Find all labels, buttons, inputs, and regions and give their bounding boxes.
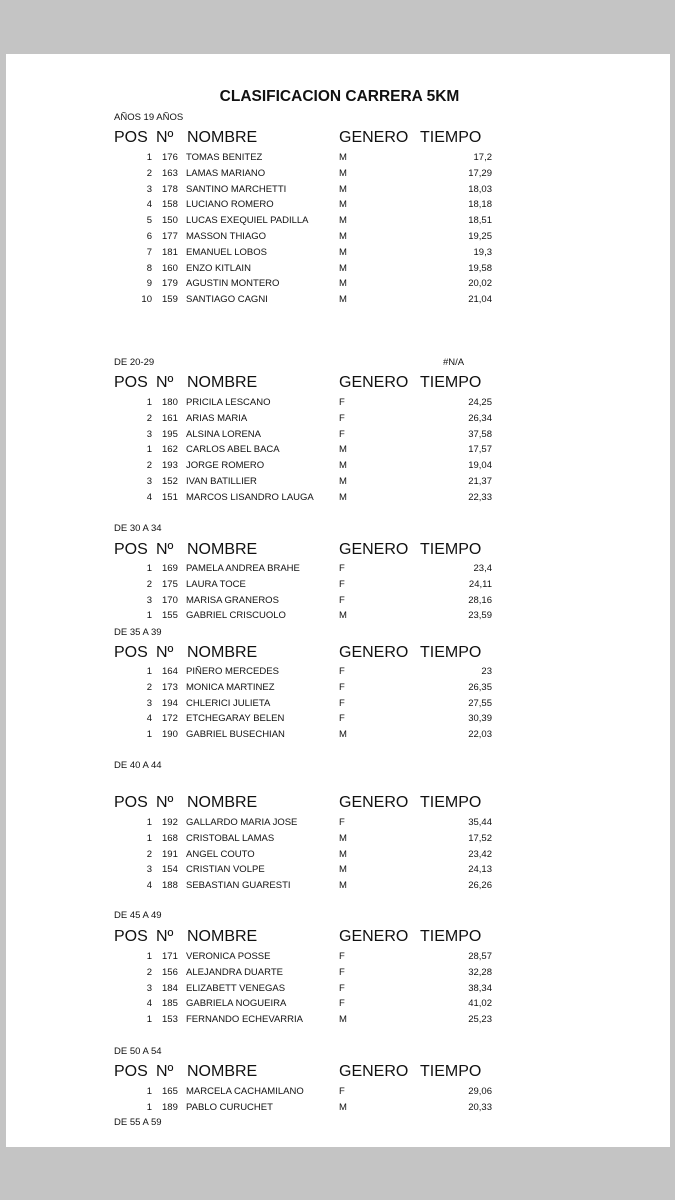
cell-name: CRISTOBAL LAMAS (186, 832, 275, 844)
cell-number: 184 (162, 982, 178, 994)
cell-name: LAMAS MARIANO (186, 167, 266, 179)
cell-number: 156 (162, 966, 178, 978)
cell-name: FERNANDO ECHEVARRIA (186, 1014, 304, 1026)
cell-name: CARLOS ABEL BACA (186, 444, 280, 456)
cell-name: ARIAS MARIA (186, 412, 248, 424)
cell-name: PIÑERO MERCEDES (186, 666, 279, 677)
cell-gender: M (339, 880, 347, 892)
cell-time: 24,11 (468, 578, 492, 590)
cell-time: 32,28 (468, 966, 492, 978)
table-row (0, 998, 675, 1014)
header-number: Nº (156, 928, 174, 945)
table-row (0, 278, 675, 294)
cell-gender: M (339, 1014, 347, 1026)
cell-number: 154 (162, 864, 178, 876)
cell-number: 178 (162, 183, 178, 195)
cell-name: SEBASTIAN GUARESTI (186, 880, 291, 892)
cell-pos: 3 (146, 697, 152, 709)
cell-pos: 7 (146, 246, 152, 258)
cell-number: 168 (162, 832, 178, 844)
cell-pos: 2 (146, 167, 152, 179)
cell-number: 177 (162, 231, 178, 242)
cell-number: 195 (162, 428, 178, 440)
cell-gender: M (339, 167, 347, 179)
cell-number: 153 (162, 1014, 178, 1026)
cell-name: MASSON THIAGO (186, 231, 267, 242)
cell-gender: M (339, 491, 347, 503)
cell-gender: M (339, 729, 347, 741)
cell-pos: 3 (146, 183, 152, 195)
cell-gender: F (339, 713, 345, 725)
cell-time: 38,34 (468, 982, 492, 994)
cell-time: 27,55 (468, 697, 492, 709)
header-number: Nº (156, 1063, 174, 1080)
cell-gender: F (339, 397, 345, 408)
header-tiempo: TIEMPO (420, 794, 482, 811)
cell-gender: F (339, 951, 345, 962)
cell-time: 19,3 (473, 246, 492, 258)
cell-name: JORGE ROMERO (186, 460, 265, 472)
cell-number: 172 (162, 713, 178, 725)
table-row (0, 563, 675, 579)
cell-name: ALSINA LORENA (186, 428, 261, 440)
cell-number: 188 (162, 880, 178, 892)
cell-name: ALEJANDRA DUARTE (186, 966, 283, 978)
cell-number: 190 (162, 729, 178, 741)
cell-pos: 4 (146, 880, 152, 892)
table-row (0, 713, 675, 729)
header-genero: GENERO (339, 928, 409, 945)
cell-pos: 2 (146, 460, 152, 472)
table-row (0, 294, 675, 310)
cell-number: 164 (162, 666, 178, 677)
cell-gender: F (339, 982, 345, 994)
cell-name: MONICA MARTINEZ (186, 681, 275, 693)
cell-time: 19,25 (468, 231, 492, 242)
cell-pos: 9 (146, 278, 152, 290)
section-label: DE 35 A 39 (114, 627, 162, 638)
table-row (0, 849, 675, 865)
header-tiempo: TIEMPO (420, 541, 482, 558)
header-tiempo: TIEMPO (420, 129, 482, 146)
cell-number: 175 (162, 578, 178, 590)
section-note: #N/A (443, 357, 465, 368)
cell-time: 22,33 (468, 491, 492, 503)
cell-time: 28,16 (468, 594, 492, 606)
table-row (0, 397, 675, 413)
header-pos: POS (114, 541, 148, 558)
header-genero: GENERO (339, 129, 409, 146)
cell-name: SANTIAGO CAGNI (186, 294, 268, 306)
cell-pos: 3 (146, 982, 152, 994)
cell-name: GABRIELA NOGUEIRA (186, 998, 287, 1010)
cell-pos: 1 (146, 610, 152, 622)
cell-gender: M (339, 262, 347, 274)
header-genero: GENERO (339, 374, 409, 391)
cell-name: ANGEL COUTO (186, 848, 255, 860)
cell-pos: 2 (146, 848, 152, 860)
table-row (0, 215, 675, 231)
cell-time: 17,57 (468, 444, 492, 456)
cell-time: 30,39 (468, 713, 492, 725)
cell-name: CHLERICI JULIETA (186, 697, 271, 709)
cell-number: 161 (162, 412, 178, 424)
cell-gender: M (339, 231, 347, 242)
table-row (0, 682, 675, 698)
table-row (0, 698, 675, 714)
cell-number: 176 (162, 152, 178, 163)
cell-time: 23,4 (473, 563, 492, 574)
table-row (0, 413, 675, 429)
cell-gender: F (339, 578, 345, 590)
cell-pos: 5 (146, 215, 152, 227)
cell-time: 35,44 (468, 817, 492, 828)
header-nombre: NOMBRE (187, 794, 258, 811)
cell-number: 155 (162, 610, 178, 622)
cell-gender: F (339, 817, 345, 828)
cell-pos: 2 (146, 681, 152, 693)
header-nombre: NOMBRE (187, 1063, 258, 1080)
cell-gender: F (339, 563, 345, 574)
section-label: AÑOS 19 AÑOS (114, 112, 184, 123)
cell-number: 159 (162, 294, 178, 306)
cell-name: GABRIEL CRISCUOLO (186, 610, 286, 622)
cell-gender: F (339, 681, 345, 693)
table-row (0, 1086, 675, 1102)
cell-gender: M (339, 278, 347, 290)
cell-gender: M (339, 152, 347, 163)
cell-number: 193 (162, 460, 178, 472)
cell-pos: 1 (146, 817, 152, 828)
cell-name: LUCIANO ROMERO (186, 199, 274, 211)
cell-name: CRISTIAN VOLPE (186, 864, 265, 876)
cell-gender: M (339, 294, 347, 306)
cell-number: 165 (162, 1086, 178, 1097)
cell-time: 28,57 (468, 951, 492, 962)
cell-number: 194 (162, 697, 178, 709)
table-row (0, 263, 675, 279)
table-row (0, 152, 675, 168)
header-nombre: NOMBRE (187, 374, 258, 391)
cell-pos: 3 (146, 594, 152, 606)
table-row (0, 880, 675, 896)
cell-gender: F (339, 998, 345, 1010)
cell-number: 150 (162, 215, 178, 227)
cell-gender: F (339, 428, 345, 440)
header-number: Nº (156, 129, 174, 146)
cell-time: 23 (481, 666, 492, 677)
cell-name: SANTINO MARCHETTI (186, 183, 287, 195)
cell-number: 192 (162, 817, 178, 828)
cell-pos: 10 (141, 294, 152, 306)
cell-time: 21,04 (468, 294, 492, 306)
cell-gender: M (339, 183, 347, 195)
cell-time: 21,37 (468, 476, 492, 487)
cell-pos: 4 (146, 713, 152, 725)
cell-name: PAMELA ANDREA BRAHE (186, 563, 300, 574)
cell-gender: M (339, 199, 347, 211)
cell-pos: 3 (146, 428, 152, 440)
cell-gender: M (339, 832, 347, 844)
table-row (0, 168, 675, 184)
cell-number: 171 (162, 951, 178, 962)
cell-gender: F (339, 966, 345, 978)
cell-pos: 1 (146, 1086, 152, 1097)
cell-gender: M (339, 864, 347, 876)
cell-pos: 2 (146, 412, 152, 424)
table-row (0, 579, 675, 595)
table-row (0, 1102, 675, 1118)
header-pos: POS (114, 1063, 148, 1080)
cell-gender: F (339, 594, 345, 606)
cell-gender: M (339, 215, 347, 227)
cell-name: MARCOS LISANDRO LAUGA (186, 491, 314, 503)
cell-number: 180 (162, 397, 178, 408)
cell-pos: 1 (146, 563, 152, 574)
cell-time: 20,02 (468, 278, 492, 290)
cell-time: 26,26 (468, 880, 492, 892)
cell-pos: 4 (146, 491, 152, 503)
table-row (0, 199, 675, 215)
cell-pos: 2 (146, 578, 152, 590)
cell-pos: 1 (146, 1014, 152, 1026)
section-label: DE 50 A 54 (114, 1046, 162, 1057)
cell-number: 170 (162, 594, 178, 606)
header-genero: GENERO (339, 541, 409, 558)
cell-name: GABRIEL BUSECHIAN (186, 729, 285, 741)
header-nombre: NOMBRE (187, 928, 258, 945)
cell-name: PABLO CURUCHET (186, 1101, 273, 1113)
cell-time: 19,58 (468, 262, 492, 274)
header-pos: POS (114, 644, 148, 661)
header-pos: POS (114, 794, 148, 811)
cell-name: ENZO KITLAIN (186, 262, 251, 274)
cell-time: 24,25 (468, 397, 492, 408)
header-tiempo: TIEMPO (420, 644, 482, 661)
header-pos: POS (114, 928, 148, 945)
section-label: DE 40 A 44 (114, 760, 162, 771)
header-genero: GENERO (339, 794, 409, 811)
cell-time: 18,51 (468, 215, 492, 227)
cell-gender: M (339, 610, 347, 622)
table-row (0, 833, 675, 849)
cell-time: 23,42 (468, 848, 492, 860)
cell-time: 18,03 (468, 183, 492, 195)
cell-gender: F (339, 412, 345, 424)
table-row (0, 951, 675, 967)
cell-name: MARCELA CACHAMILANO (186, 1086, 304, 1097)
cell-gender: M (339, 460, 347, 472)
table-row (0, 429, 675, 445)
cell-pos: 1 (146, 951, 152, 962)
cell-number: 191 (162, 848, 178, 860)
header-number: Nº (156, 644, 174, 661)
table-row (0, 729, 675, 745)
section-label: DE 30 A 34 (114, 523, 162, 534)
header-nombre: NOMBRE (187, 129, 258, 146)
cell-number: 152 (162, 476, 178, 487)
cell-pos: 1 (146, 729, 152, 741)
cell-name: ETCHEGARAY BELEN (186, 713, 285, 725)
header-pos: POS (114, 129, 148, 146)
cell-pos: 1 (146, 832, 152, 844)
header-genero: GENERO (339, 1063, 409, 1080)
cell-pos: 3 (146, 864, 152, 876)
cell-number: 179 (162, 278, 178, 290)
cell-time: 17,52 (468, 832, 492, 844)
table-row (0, 460, 675, 476)
cell-gender: M (339, 1101, 347, 1113)
cell-number: 162 (162, 444, 178, 456)
table-row (0, 595, 675, 611)
cell-name: PRICILA LESCANO (186, 397, 271, 408)
cell-name: GALLARDO MARIA JOSE (186, 817, 298, 828)
section-label: DE 55 A 59 (114, 1117, 162, 1128)
cell-gender: F (339, 697, 345, 709)
cell-pos: 1 (146, 1101, 152, 1113)
cell-pos: 1 (146, 397, 152, 408)
table-row (0, 967, 675, 983)
cell-number: 173 (162, 681, 178, 693)
table-row (0, 610, 675, 626)
cell-number: 181 (162, 246, 178, 258)
cell-time: 18,18 (468, 199, 492, 211)
header-tiempo: TIEMPO (420, 928, 482, 945)
cell-time: 23,59 (468, 610, 492, 622)
section-label: DE 20-29 (114, 357, 155, 368)
cell-gender: M (339, 444, 347, 456)
cell-name: EMANUEL LOBOS (186, 246, 267, 258)
table-row (0, 666, 675, 682)
cell-gender: F (339, 1086, 345, 1097)
cell-name: ELIZABETT VENEGAS (186, 982, 286, 994)
cell-name: MARISA GRANEROS (186, 594, 279, 606)
table-row (0, 1014, 675, 1030)
cell-number: 160 (162, 262, 178, 274)
cell-name: IVAN BATILLIER (186, 476, 257, 487)
cell-time: 26,34 (468, 412, 492, 424)
cell-time: 17,2 (473, 152, 492, 163)
cell-pos: 4 (146, 199, 152, 211)
cell-name: LUCAS EXEQUIEL PADILLA (186, 215, 309, 227)
cell-name: LAURA TOCE (186, 578, 246, 590)
table-row (0, 444, 675, 460)
header-nombre: NOMBRE (187, 541, 258, 558)
cell-number: 189 (162, 1101, 178, 1113)
table-row (0, 476, 675, 492)
cell-pos: 2 (146, 966, 152, 978)
table-row (0, 492, 675, 508)
cell-pos: 8 (146, 262, 152, 274)
cell-pos: 4 (146, 998, 152, 1010)
cell-gender: M (339, 476, 347, 487)
cell-time: 26,35 (468, 681, 492, 693)
cell-number: 163 (162, 167, 178, 179)
section-label: DE 45 A 49 (114, 910, 162, 921)
table-row (0, 817, 675, 833)
cell-time: 20,33 (468, 1101, 492, 1113)
header-tiempo: TIEMPO (420, 1063, 482, 1080)
cell-gender: F (339, 666, 345, 677)
cell-name: AGUSTIN MONTERO (186, 278, 280, 290)
cell-time: 37,58 (468, 428, 492, 440)
header-genero: GENERO (339, 644, 409, 661)
table-row (0, 184, 675, 200)
cell-time: 25,23 (468, 1014, 492, 1026)
cell-time: 29,06 (468, 1086, 492, 1097)
cell-pos: 6 (146, 231, 152, 242)
header-tiempo: TIEMPO (420, 374, 482, 391)
header-nombre: NOMBRE (187, 644, 258, 661)
cell-number: 169 (162, 563, 178, 574)
cell-time: 24,13 (468, 864, 492, 876)
table-row (0, 247, 675, 263)
cell-number: 151 (162, 491, 178, 503)
cell-name: VERONICA POSSE (186, 951, 271, 962)
page-title: CLASIFICACION CARRERA 5KM (219, 88, 460, 105)
cell-pos: 1 (146, 444, 152, 456)
cell-time: 22,03 (468, 729, 492, 741)
cell-time: 17,29 (468, 167, 492, 179)
cell-number: 158 (162, 199, 178, 211)
cell-gender: M (339, 848, 347, 860)
table-row (0, 231, 675, 247)
table-row (0, 864, 675, 880)
cell-number: 185 (162, 998, 178, 1010)
header-pos: POS (114, 374, 148, 391)
table-row (0, 983, 675, 999)
cell-time: 19,04 (468, 460, 492, 472)
cell-pos: 3 (146, 476, 152, 487)
cell-name: TOMAS BENITEZ (186, 152, 263, 163)
header-number: Nº (156, 374, 174, 391)
cell-pos: 1 (146, 152, 152, 163)
cell-gender: M (339, 246, 347, 258)
header-number: Nº (156, 541, 174, 558)
header-number: Nº (156, 794, 174, 811)
cell-pos: 1 (146, 666, 152, 677)
cell-time: 41,02 (468, 998, 492, 1010)
